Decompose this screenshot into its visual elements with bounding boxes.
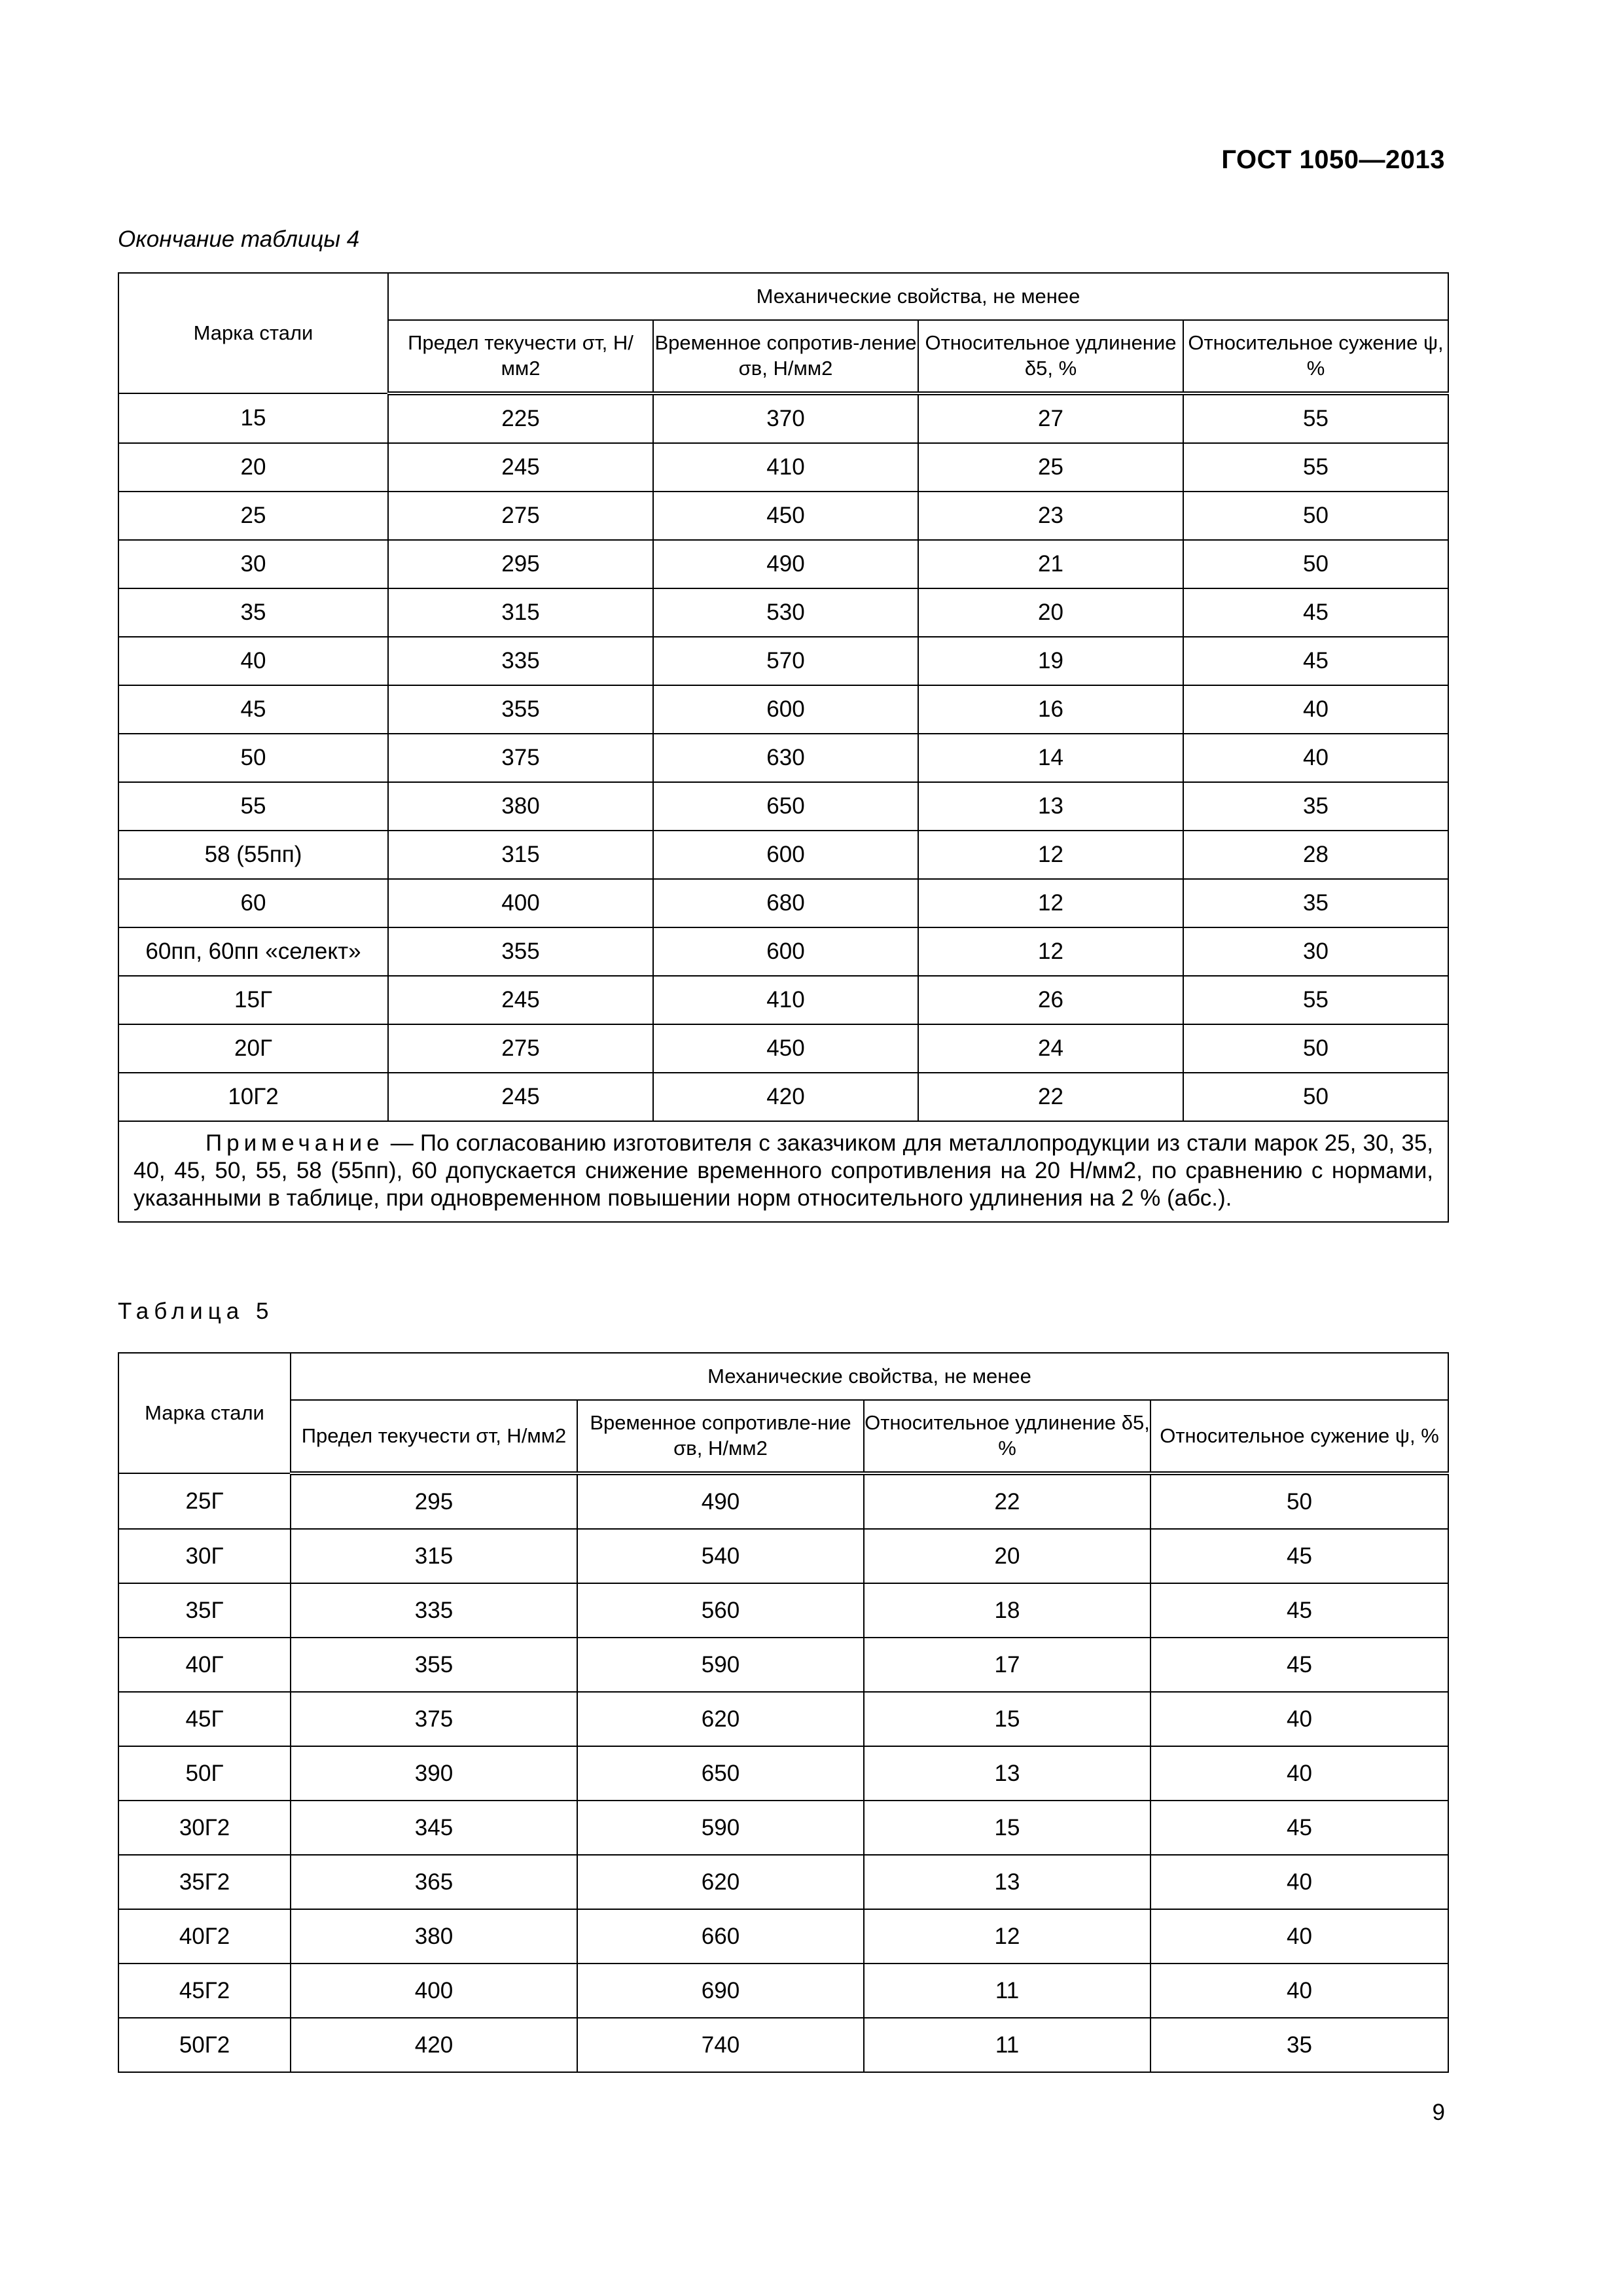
cell-elongation: 18: [864, 1583, 1150, 1638]
cell-elongation: 12: [918, 831, 1183, 879]
table-row: [118, 1473, 1448, 1529]
cell-grade: 30: [118, 540, 388, 588]
cell-tensile: 450: [653, 1024, 918, 1073]
cell-elongation: 17: [864, 1638, 1150, 1692]
cell-reduction: 40: [1150, 1964, 1448, 2018]
cell-grade: 25Г: [118, 1473, 291, 1529]
cell-reduction: 35: [1183, 782, 1448, 831]
cell-yield: 400: [291, 1964, 577, 2018]
cell-elongation: 11: [864, 2018, 1150, 2072]
cell-elongation: 21: [918, 540, 1183, 588]
cell-yield: 315: [291, 1529, 577, 1583]
cell-reduction: 50: [1183, 492, 1448, 540]
cell-reduction: 40: [1183, 734, 1448, 782]
table-row: [118, 637, 1448, 685]
cell-grade: 55: [118, 782, 388, 831]
cell-yield: 245: [388, 1073, 653, 1121]
cell-tensile: 620: [577, 1855, 864, 1909]
cell-elongation: 15: [864, 1801, 1150, 1855]
cell-yield: 335: [291, 1583, 577, 1638]
cell-grade: 35: [118, 588, 388, 637]
cell-grade: 50: [118, 734, 388, 782]
table-row: [118, 1909, 1448, 1964]
cell-reduction: 50: [1150, 1473, 1448, 1529]
cell-reduction: 45: [1150, 1583, 1448, 1638]
table-row: [118, 492, 1448, 540]
column-header-grade: Марка стали: [118, 273, 388, 393]
cell-tensile: 530: [653, 588, 918, 637]
cell-grade: 40Г: [118, 1638, 291, 1692]
cell-reduction: 40: [1183, 685, 1448, 734]
cell-tensile: 420: [653, 1073, 918, 1121]
table-row: [118, 1024, 1448, 1073]
table-row: [118, 831, 1448, 879]
cell-yield: 390: [291, 1746, 577, 1801]
table-row: [118, 685, 1448, 734]
cell-yield: 315: [388, 588, 653, 637]
cell-elongation: 13: [864, 1746, 1150, 1801]
cell-yield: 400: [388, 879, 653, 927]
cell-yield: 245: [388, 976, 653, 1024]
cell-tensile: 410: [653, 443, 918, 492]
cell-grade: 15Г: [118, 976, 388, 1024]
cell-grade: 30Г: [118, 1529, 291, 1583]
cell-reduction: 28: [1183, 831, 1448, 879]
cell-grade: 30Г2: [118, 1801, 291, 1855]
cell-tensile: 410: [653, 976, 918, 1024]
cell-grade: 58 (55пп): [118, 831, 388, 879]
cell-reduction: 30: [1183, 927, 1448, 976]
table-row: [118, 2018, 1448, 2072]
note-text: — По согласованию изготовителя с заказчиком для металлопродукции из стали марок 25, 30, 35, 40, 45, 50, 55, 58 (55пп), 60 допускается снижение временного сопротивления на 20 Н/мм2, по сравнению с нормами, указанными в таблице, при одновременном повышении норм относительного удлинения на 2 % (абс.).: [134, 1130, 1434, 1211]
cell-tensile: 560: [577, 1583, 864, 1638]
cell-grade: 25: [118, 492, 388, 540]
cell-elongation: 12: [918, 927, 1183, 976]
cell-grade: 50Г2: [118, 2018, 291, 2072]
column-header-reduction: Относительное сужение ψ, %: [1150, 1400, 1448, 1473]
page-number: 9: [1432, 2100, 1445, 2125]
cell-grade: 45Г2: [118, 1964, 291, 2018]
cell-tensile: 630: [653, 734, 918, 782]
table-row: [118, 1855, 1448, 1909]
cell-reduction: 55: [1183, 443, 1448, 492]
cell-reduction: 50: [1183, 1073, 1448, 1121]
column-header-yield: Предел текучести σт, Н/мм2: [388, 320, 653, 393]
cell-tensile: 680: [653, 879, 918, 927]
cell-tensile: 620: [577, 1692, 864, 1746]
column-group-header: Механические свойства, не менее: [388, 273, 1448, 320]
table4-note: [118, 1121, 1448, 1222]
cell-reduction: 50: [1183, 540, 1448, 588]
column-header-yield: Предел текучести σт, Н/мм2: [291, 1400, 577, 1473]
cell-tensile: 660: [577, 1909, 864, 1964]
cell-elongation: 12: [918, 879, 1183, 927]
cell-yield: 355: [388, 685, 653, 734]
cell-reduction: 45: [1150, 1529, 1448, 1583]
table-row: [118, 734, 1448, 782]
cell-yield: 315: [388, 831, 653, 879]
cell-elongation: 15: [864, 1692, 1150, 1746]
cell-yield: 380: [291, 1909, 577, 1964]
cell-elongation: 13: [864, 1855, 1150, 1909]
cell-yield: 275: [388, 1024, 653, 1073]
table-4: [118, 272, 1449, 1223]
cell-reduction: 35: [1150, 2018, 1448, 2072]
cell-reduction: 45: [1150, 1638, 1448, 1692]
table-row: [118, 1583, 1448, 1638]
cell-yield: 335: [388, 637, 653, 685]
cell-reduction: 40: [1150, 1909, 1448, 1964]
cell-grade: 40Г2: [118, 1909, 291, 1964]
table-row: [118, 1638, 1448, 1692]
cell-grade: 20Г: [118, 1024, 388, 1073]
cell-grade: 35Г2: [118, 1855, 291, 1909]
table-row: [118, 879, 1448, 927]
cell-reduction: 40: [1150, 1855, 1448, 1909]
cell-reduction: 55: [1183, 393, 1448, 443]
cell-grade: 40: [118, 637, 388, 685]
table-row: [118, 540, 1448, 588]
cell-elongation: 11: [864, 1964, 1150, 2018]
cell-yield: 275: [388, 492, 653, 540]
cell-elongation: 22: [918, 1073, 1183, 1121]
cell-reduction: 35: [1183, 879, 1448, 927]
table-row: [118, 782, 1448, 831]
column-header-reduction: Относительное сужение ψ, %: [1183, 320, 1448, 393]
cell-yield: 355: [291, 1638, 577, 1692]
cell-yield: 345: [291, 1801, 577, 1855]
cell-tensile: 540: [577, 1529, 864, 1583]
cell-reduction: 45: [1150, 1801, 1448, 1855]
cell-reduction: 40: [1150, 1746, 1448, 1801]
cell-tensile: 650: [653, 782, 918, 831]
cell-elongation: 20: [864, 1529, 1150, 1583]
cell-tensile: 490: [653, 540, 918, 588]
column-header-elongation: Относительное удлинение δ5, %: [864, 1400, 1150, 1473]
cell-grade: 20: [118, 443, 388, 492]
cell-yield: 355: [388, 927, 653, 976]
cell-yield: 375: [291, 1692, 577, 1746]
cell-tensile: 740: [577, 2018, 864, 2072]
cell-grade: 35Г: [118, 1583, 291, 1638]
cell-tensile: 590: [577, 1801, 864, 1855]
cell-reduction: 50: [1183, 1024, 1448, 1073]
cell-yield: 420: [291, 2018, 577, 2072]
cell-tensile: 370: [653, 393, 918, 443]
note-prefix: Примечание: [205, 1130, 384, 1156]
cell-elongation: 12: [864, 1909, 1150, 1964]
column-header-elongation: Относительное удлинение δ5, %: [918, 320, 1183, 393]
cell-reduction: 45: [1183, 637, 1448, 685]
cell-reduction: 45: [1183, 588, 1448, 637]
cell-elongation: 13: [918, 782, 1183, 831]
table5-caption: Таблица 5: [118, 1299, 274, 1324]
cell-elongation: 19: [918, 637, 1183, 685]
cell-elongation: 16: [918, 685, 1183, 734]
cell-elongation: 25: [918, 443, 1183, 492]
table-row: [118, 1801, 1448, 1855]
cell-tensile: 450: [653, 492, 918, 540]
cell-grade: 45Г: [118, 1692, 291, 1746]
table4-caption: Окончание таблицы 4: [118, 226, 360, 252]
column-group-header: Механические свойства, не менее: [291, 1353, 1448, 1400]
document-code: ГОСТ 1050—2013: [1221, 145, 1445, 174]
cell-yield: 375: [388, 734, 653, 782]
cell-yield: 225: [388, 393, 653, 443]
table-row: [118, 443, 1448, 492]
cell-tensile: 600: [653, 685, 918, 734]
cell-elongation: 26: [918, 976, 1183, 1024]
table-row: [118, 1964, 1448, 2018]
cell-grade: 10Г2: [118, 1073, 388, 1121]
table-row: [118, 976, 1448, 1024]
cell-elongation: 20: [918, 588, 1183, 637]
cell-elongation: 23: [918, 492, 1183, 540]
cell-yield: 245: [388, 443, 653, 492]
cell-grade: 15: [118, 393, 388, 443]
column-header-tensile: Временное сопротив-ление σв, Н/мм2: [653, 320, 918, 393]
cell-elongation: 22: [864, 1473, 1150, 1529]
cell-yield: 295: [291, 1473, 577, 1529]
cell-grade: 45: [118, 685, 388, 734]
column-header-tensile: Временное сопротивле-ние σв, Н/мм2: [577, 1400, 864, 1473]
cell-yield: 365: [291, 1855, 577, 1909]
cell-tensile: 490: [577, 1473, 864, 1529]
cell-grade: 60: [118, 879, 388, 927]
table4-body: [118, 393, 1448, 1121]
table-row: [118, 1692, 1448, 1746]
column-header-grade: Марка стали: [118, 1353, 291, 1473]
cell-grade: 50Г: [118, 1746, 291, 1801]
table-row: [118, 588, 1448, 637]
table5-body: [118, 1473, 1448, 2072]
table-5: [118, 1352, 1449, 2073]
table-row: [118, 1746, 1448, 1801]
cell-grade: 60пп, 60пп «селект»: [118, 927, 388, 976]
cell-yield: 380: [388, 782, 653, 831]
table-row: [118, 1529, 1448, 1583]
cell-elongation: 24: [918, 1024, 1183, 1073]
cell-tensile: 600: [653, 831, 918, 879]
cell-tensile: 590: [577, 1638, 864, 1692]
cell-reduction: 55: [1183, 976, 1448, 1024]
cell-yield: 295: [388, 540, 653, 588]
table-row: [118, 393, 1448, 443]
table-row: [118, 927, 1448, 976]
cell-tensile: 650: [577, 1746, 864, 1801]
cell-elongation: 14: [918, 734, 1183, 782]
cell-tensile: 600: [653, 927, 918, 976]
cell-tensile: 690: [577, 1964, 864, 2018]
cell-reduction: 40: [1150, 1692, 1448, 1746]
cell-elongation: 27: [918, 393, 1183, 443]
cell-tensile: 570: [653, 637, 918, 685]
table-row: [118, 1073, 1448, 1121]
